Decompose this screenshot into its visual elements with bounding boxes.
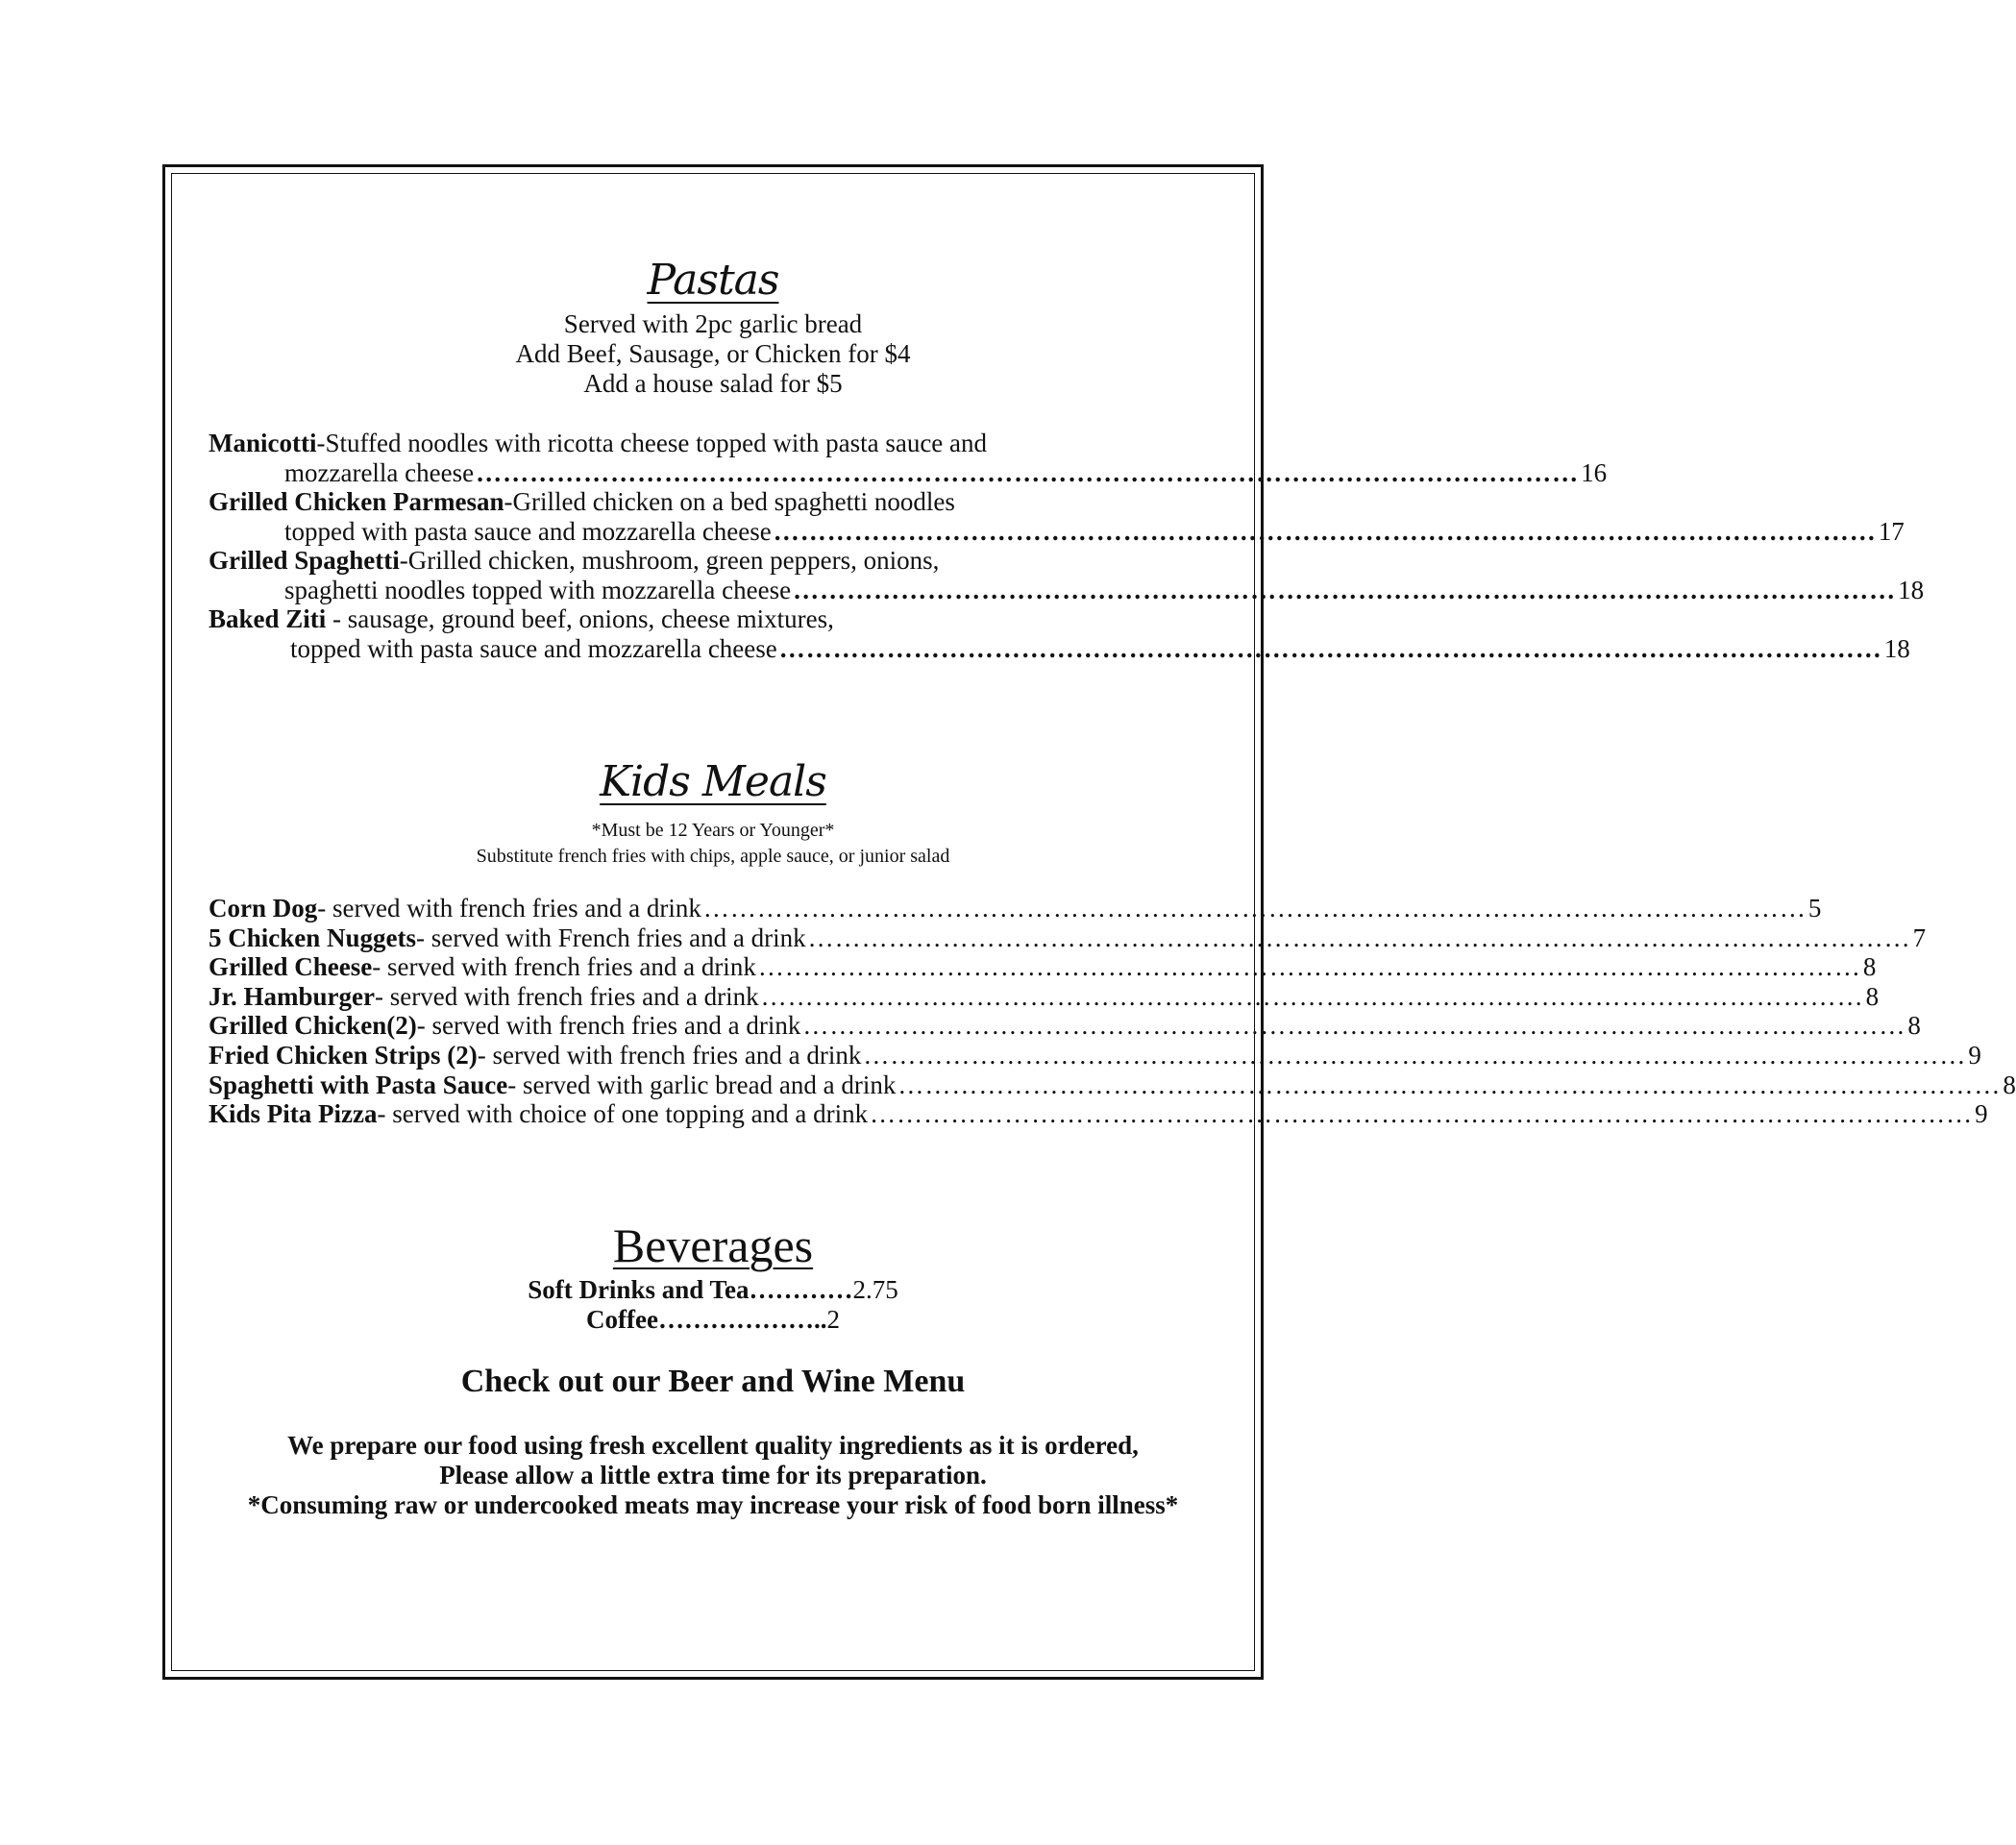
beverage-item xyxy=(0,1275,1426,1304)
kids-item-price: 8 xyxy=(1907,1011,1921,1040)
pasta-item-desc: -Stuffed noodles with ricotta cheese topped with pasta sauce and xyxy=(316,429,988,457)
pasta-item-price: 16 xyxy=(1581,458,1608,487)
pastas-note-1: Served with 2pc garlic bread xyxy=(563,309,863,338)
leader-dots: …………………………………………………………………………………………………………… xyxy=(476,458,1580,487)
pasta-item-baked-ziti xyxy=(209,604,1179,634)
pastas-note-2: Add Beef, Sausage, or Chicken for $4 xyxy=(515,339,911,368)
kids-meals-heading: Kids Meals xyxy=(600,757,826,806)
beverage-item xyxy=(0,1305,1426,1334)
pasta-item-chicken-parmesan-cont xyxy=(284,517,1905,547)
leader-dots: …………………………………………………………………………………………………………… xyxy=(760,982,1864,1011)
kids-item-desc: - served with french fries and a drink xyxy=(374,982,759,1011)
kids-item-name: Kids Pita Pizza xyxy=(209,1099,378,1128)
pasta-item-manicotti xyxy=(209,429,1179,458)
leader-dots: ……………….. xyxy=(657,1305,827,1334)
beer-wine-callout: Check out our Beer and Wine Menu xyxy=(460,1364,966,1399)
pasta-item-desc: mozzarella cheese xyxy=(284,458,475,487)
pasta-item-name: Grilled Chicken Parmesan xyxy=(209,487,504,516)
leader-dots: …………………………………………………………………………………………………………… xyxy=(793,576,1897,604)
pasta-item-grilled-spaghetti-cont xyxy=(284,576,1925,605)
kids-item-price: 9 xyxy=(1975,1099,1988,1128)
footer-warning: *Consuming raw or undercooked meats may increase your risk of food born illness* xyxy=(247,1490,1179,1519)
footer-note-1: We prepare our food using fresh excellent quality ingredients as it is ordered, xyxy=(287,1431,1139,1460)
kids-item xyxy=(209,923,1927,953)
kids-item-price: 8 xyxy=(2003,1070,2016,1099)
pasta-item-price: 17 xyxy=(1878,517,1905,546)
pasta-item-price: 18 xyxy=(1898,576,1925,604)
kids-item xyxy=(209,952,1877,982)
kids-item xyxy=(209,1011,1921,1041)
leader-dots: …………………………………………………………………………………………………………… xyxy=(757,952,1861,981)
beverage-item-price: 2.75 xyxy=(852,1275,898,1304)
kids-item-price: 8 xyxy=(1865,982,1880,1011)
pasta-item-name: Baked Ziti xyxy=(209,604,327,633)
pasta-item-chicken-parmesan xyxy=(209,487,1179,517)
kids-item xyxy=(209,894,1822,923)
kids-item-price: 9 xyxy=(1968,1041,1981,1070)
kids-item-desc: - served with garlic bread and a drink xyxy=(507,1070,897,1099)
kids-item-desc: - served with french fries and a drink xyxy=(317,894,701,922)
leader-dots: …………………………………………………………………………………………………………… xyxy=(773,517,1877,546)
leader-dots: …………………………………………………………………………………………………………… xyxy=(863,1041,1967,1070)
beverage-item-name: Soft Drinks and Tea xyxy=(528,1275,750,1304)
leader-dots: …………………………………………………………………………………………………………… xyxy=(897,1070,2002,1099)
leader-dots: …………………………………………………………………………………………………………… xyxy=(702,894,1807,922)
kids-note-substitute: Substitute french fries with chips, apple sauce, or junior salad xyxy=(476,846,950,867)
beverage-item-name: Coffee xyxy=(586,1305,658,1334)
footer-note-2: Please allow a little extra time for its preparation. xyxy=(439,1461,987,1489)
beverages-heading: Beverages xyxy=(612,1218,814,1272)
pasta-item-baked-ziti-cont xyxy=(290,634,1910,664)
pastas-note-3: Add a house salad for $5 xyxy=(583,369,843,398)
kids-item-desc: - served with french fries and a drink xyxy=(477,1041,862,1070)
pastas-heading: Pastas xyxy=(647,256,779,305)
pasta-item-manicotti-cont xyxy=(284,458,1608,488)
pasta-item-grilled-spaghetti xyxy=(209,546,1179,576)
kids-item xyxy=(209,982,1880,1012)
kids-note-age: *Must be 12 Years or Younger* xyxy=(591,820,835,841)
kids-item-name: 5 Chicken Nuggets xyxy=(209,923,417,952)
kids-item xyxy=(209,1099,1988,1129)
kids-item-name: Jr. Hamburger xyxy=(209,982,375,1011)
kids-item-desc: - served with french fries and a drink xyxy=(372,952,756,981)
leader-dots: …………………………………………………………………………………………………………… xyxy=(802,1011,1906,1040)
leader-dots: …………………………………………………………………………………………………………… xyxy=(778,634,1882,663)
kids-item-desc: - served with French fries and a drink xyxy=(416,923,806,952)
pasta-item-desc: - sausage, ground beef, onions, cheese mixtures, xyxy=(326,604,834,633)
kids-item-name: Grilled Chicken(2) xyxy=(209,1011,417,1040)
kids-item-price: 8 xyxy=(1862,952,1877,981)
pasta-item-desc: topped with pasta sauce and mozzarella cheese xyxy=(284,517,772,546)
kids-item-name: Corn Dog xyxy=(209,894,318,922)
kids-item-price: 7 xyxy=(1912,923,1927,952)
pasta-item-desc: topped with pasta sauce and mozzarella cheese xyxy=(290,634,777,663)
kids-item xyxy=(209,1070,2016,1100)
kids-item-name: Grilled Cheese xyxy=(209,952,373,981)
kids-item-desc: - served with choice of one topping and a drink xyxy=(377,1099,869,1128)
kids-item-price: 5 xyxy=(1807,894,1822,922)
leader-dots: ………… xyxy=(749,1275,853,1304)
leader-dots: …………………………………………………………………………………………………………… xyxy=(807,923,1911,952)
pasta-item-name: Grilled Spaghetti xyxy=(209,546,400,575)
pasta-item-desc: -Grilled chicken, mushroom, green peppers, onions, xyxy=(399,546,940,575)
pasta-item-desc: spaghetti noodles topped with mozzarella cheese xyxy=(284,576,792,604)
pasta-item-price: 18 xyxy=(1883,634,1910,663)
beverage-item-price: 2 xyxy=(826,1305,840,1334)
kids-item-name: Spaghetti with Pasta Sauce xyxy=(209,1070,508,1099)
kids-item-desc: - served with french fries and a drink xyxy=(416,1011,801,1040)
kids-item xyxy=(209,1041,1981,1070)
kids-item-name: Fried Chicken Strips (2) xyxy=(209,1041,478,1070)
pasta-item-desc: -Grilled chicken on a bed spaghetti noodles xyxy=(504,487,955,516)
leader-dots: …………………………………………………………………………………………………………… xyxy=(870,1099,1974,1128)
pasta-item-name: Manicotti xyxy=(209,429,317,457)
